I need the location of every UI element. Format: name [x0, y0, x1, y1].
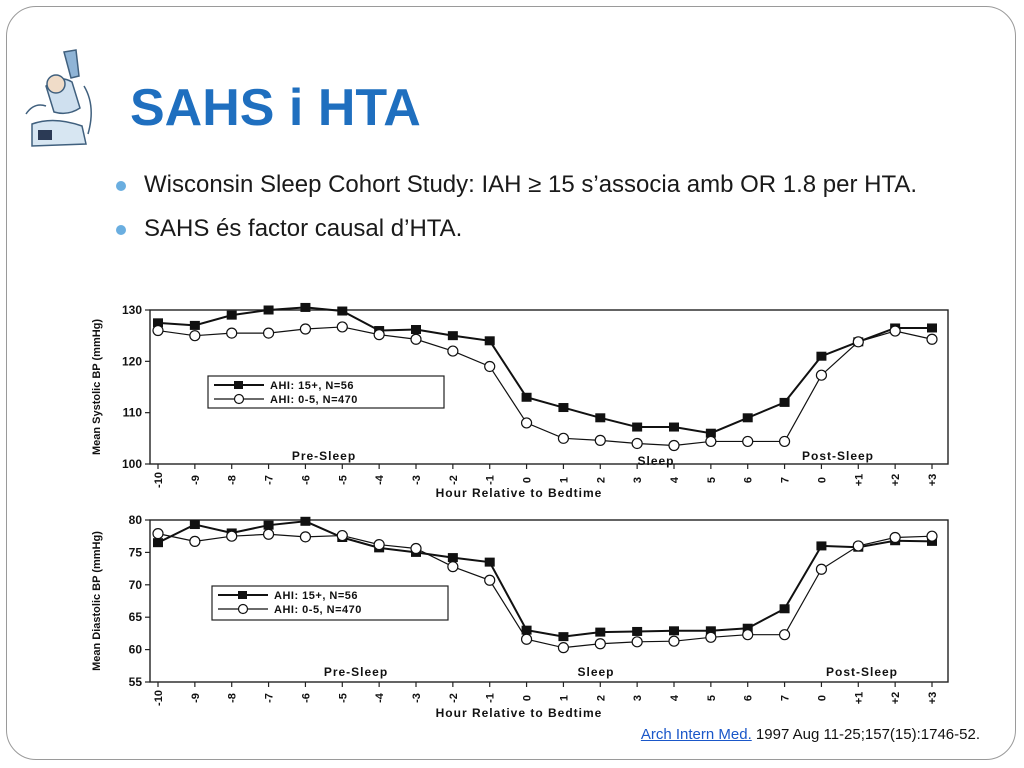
- legend-marker-square: [234, 381, 243, 389]
- data-point-circle: [190, 331, 200, 341]
- data-point-circle: [890, 532, 900, 542]
- data-point-circle: [448, 562, 458, 572]
- phase-label: Sleep: [637, 454, 675, 468]
- bullet-dot-icon: [116, 225, 126, 235]
- data-point-square: [558, 632, 568, 641]
- data-point-square: [300, 303, 310, 312]
- data-point-square: [411, 325, 421, 334]
- data-point-square: [522, 393, 532, 402]
- doctor-illustration-icon: [24, 46, 114, 154]
- data-point-circle: [669, 636, 679, 646]
- y-tick-label: 130: [121, 303, 142, 317]
- data-point-circle: [153, 529, 163, 539]
- x-tick-label: -8: [226, 475, 239, 485]
- data-point-circle: [337, 322, 347, 332]
- data-point-circle: [927, 531, 937, 541]
- data-point-square: [780, 604, 790, 613]
- x-tick-label: -2: [447, 693, 460, 703]
- x-tick-label: 0: [816, 476, 829, 484]
- data-point-circle: [411, 544, 421, 554]
- bullet-item: [112, 170, 972, 200]
- y-axis-label: Mean Systolic BP (mmHg): [91, 318, 103, 456]
- legend-label: AHI: 15+, N=56: [270, 380, 355, 392]
- data-point-circle: [411, 334, 421, 344]
- phase-label: Pre-Sleep: [323, 665, 389, 679]
- systolic-bp-chart: [72, 300, 952, 505]
- x-tick-label: -5: [337, 693, 350, 703]
- data-point-circle: [485, 361, 495, 371]
- data-point-circle: [669, 441, 679, 451]
- data-point-circle: [522, 418, 532, 428]
- data-point-circle: [743, 436, 753, 446]
- x-tick-label: +2: [890, 473, 903, 487]
- data-point-square: [743, 413, 753, 422]
- data-point-square: [264, 521, 274, 530]
- data-point-square: [632, 423, 642, 432]
- y-tick-label: 80: [128, 513, 142, 527]
- data-point-circle: [374, 330, 384, 340]
- bullet-dot-icon: [116, 181, 126, 191]
- legend-marker-circle: [239, 605, 248, 614]
- x-tick-label: -6: [300, 475, 313, 485]
- citation-text: 1997 Aug 11-25;157(15):1746-52.: [751, 726, 980, 743]
- x-tick-label: -3: [411, 693, 423, 703]
- data-point-circle: [595, 639, 605, 649]
- data-point-square: [337, 307, 347, 316]
- data-point-circle: [337, 531, 347, 541]
- data-point-square: [632, 627, 642, 636]
- data-point-circle: [816, 564, 826, 574]
- x-tick-label: -7: [263, 475, 276, 485]
- bullet-text: Wisconsin Sleep Cohort Study: IAH ≥ 15 s’associa amb OR 1.8 per HTA.: [144, 171, 918, 198]
- data-point-circle: [927, 334, 937, 344]
- data-point-circle: [743, 630, 753, 640]
- data-point-square: [816, 352, 826, 361]
- data-point-circle: [816, 370, 826, 380]
- x-tick-label: -1: [484, 475, 497, 485]
- data-point-circle: [706, 436, 716, 446]
- data-point-square: [300, 517, 310, 526]
- phase-label: Pre-Sleep: [291, 449, 357, 463]
- data-point-square: [190, 321, 200, 330]
- x-tick-label: -4: [374, 693, 387, 703]
- phase-label: Post-Sleep: [825, 665, 899, 679]
- data-point-circle: [632, 438, 642, 448]
- x-tick-label: 5: [705, 476, 718, 484]
- data-point-circle: [890, 326, 900, 336]
- y-tick-label: 55: [128, 675, 142, 689]
- data-point-circle: [558, 433, 568, 443]
- citation: [641, 726, 980, 743]
- slide-title: SAHS i HTA: [130, 79, 421, 137]
- y-axis-label: Mean Diastolic BP (mmHg): [91, 531, 103, 671]
- data-point-square: [190, 520, 200, 529]
- x-tick-label: -7: [263, 693, 276, 703]
- data-point-square: [153, 538, 163, 547]
- data-point-square: [780, 398, 790, 407]
- x-tick-label: 0: [816, 694, 829, 702]
- bullet-text: SAHS és factor causal d’HTA.: [144, 215, 463, 242]
- x-tick-label: 4: [669, 476, 681, 484]
- data-point-circle: [264, 328, 274, 338]
- data-point-square: [448, 331, 458, 340]
- legend-marker-circle: [235, 395, 244, 404]
- x-tick-label: -9: [189, 475, 202, 485]
- data-point-circle: [227, 328, 237, 338]
- data-point-circle: [522, 634, 532, 644]
- data-point-square: [669, 423, 679, 432]
- citation-link[interactable]: Arch Intern Med.: [640, 726, 752, 743]
- data-point-square: [595, 413, 605, 422]
- y-tick-label: 65: [128, 610, 142, 625]
- x-tick-label: 4: [669, 694, 681, 702]
- data-point-square: [927, 323, 937, 332]
- y-tick-label: 120: [121, 354, 142, 369]
- x-tick-label: 2: [595, 694, 608, 702]
- x-tick-label: 5: [705, 694, 718, 702]
- y-tick-label: 110: [122, 405, 142, 420]
- x-tick-label: 6: [742, 694, 755, 702]
- x-tick-label: 6: [742, 476, 755, 484]
- x-tick-label: -4: [374, 475, 387, 485]
- x-tick-label: 1: [558, 476, 571, 484]
- x-axis-label: Hour Relative to Bedtime: [435, 486, 603, 500]
- data-point-circle: [853, 337, 863, 347]
- legend-label: AHI: 0-5, N=470: [274, 604, 362, 616]
- x-tick-label: 3: [632, 694, 645, 702]
- x-tick-label: -10: [153, 690, 165, 706]
- data-point-circle: [227, 531, 237, 541]
- data-point-circle: [300, 324, 310, 334]
- data-point-circle: [485, 575, 495, 585]
- data-point-square: [485, 558, 495, 567]
- data-point-circle: [632, 637, 642, 647]
- data-point-circle: [853, 541, 863, 551]
- x-tick-label: 2: [595, 476, 608, 484]
- data-point-square: [485, 336, 495, 345]
- y-tick-label: 75: [128, 545, 142, 560]
- data-point-square: [264, 306, 274, 315]
- x-tick-label: +3: [927, 691, 939, 705]
- x-tick-label: +1: [853, 473, 866, 487]
- x-tick-label: 1: [558, 694, 571, 702]
- data-point-circle: [190, 536, 200, 546]
- x-tick-label: 7: [779, 694, 792, 702]
- phase-label: Post-Sleep: [801, 449, 875, 463]
- x-tick-label: -5: [337, 475, 350, 485]
- data-point-square: [558, 403, 568, 412]
- x-axis-label: Hour Relative to Bedtime: [435, 706, 603, 720]
- data-point-circle: [558, 643, 568, 653]
- data-point-circle: [264, 529, 274, 539]
- x-tick-label: -10: [153, 472, 165, 488]
- data-point-square: [669, 626, 679, 635]
- x-tick-label: +3: [927, 473, 939, 487]
- data-point-circle: [300, 532, 310, 542]
- data-point-circle: [153, 326, 163, 336]
- diastolic-bp-chart: [72, 512, 952, 722]
- y-tick-label: 60: [128, 642, 142, 657]
- legend-marker-square: [238, 591, 247, 599]
- data-point-circle: [780, 630, 790, 640]
- x-tick-label: +1: [853, 691, 866, 705]
- data-point-circle: [374, 540, 384, 550]
- data-point-circle: [780, 436, 790, 446]
- bullet-item: [112, 214, 972, 244]
- phase-label: Sleep: [577, 665, 615, 679]
- x-tick-label: -2: [447, 475, 460, 485]
- bullet-list: [112, 170, 972, 258]
- data-point-square: [816, 541, 826, 550]
- x-tick-label: -1: [484, 693, 497, 703]
- y-tick-label: 100: [121, 457, 142, 471]
- data-point-circle: [706, 632, 716, 642]
- x-tick-label: 0: [521, 694, 534, 702]
- x-tick-label: +2: [890, 691, 903, 705]
- x-tick-label: 3: [632, 476, 645, 484]
- y-tick-label: 70: [128, 577, 142, 592]
- legend-label: AHI: 15+, N=56: [274, 590, 359, 602]
- data-point-square: [595, 628, 605, 637]
- data-point-square: [448, 553, 458, 562]
- x-tick-label: -3: [411, 475, 423, 485]
- x-tick-label: -6: [300, 693, 313, 703]
- data-point-circle: [448, 346, 458, 356]
- x-tick-label: 0: [521, 476, 534, 484]
- x-tick-label: -9: [189, 693, 202, 703]
- legend-label: AHI: 0-5, N=470: [270, 394, 358, 406]
- data-point-circle: [595, 435, 605, 445]
- x-tick-label: -8: [226, 693, 239, 703]
- data-point-square: [227, 311, 237, 320]
- x-tick-label: 7: [779, 476, 792, 484]
